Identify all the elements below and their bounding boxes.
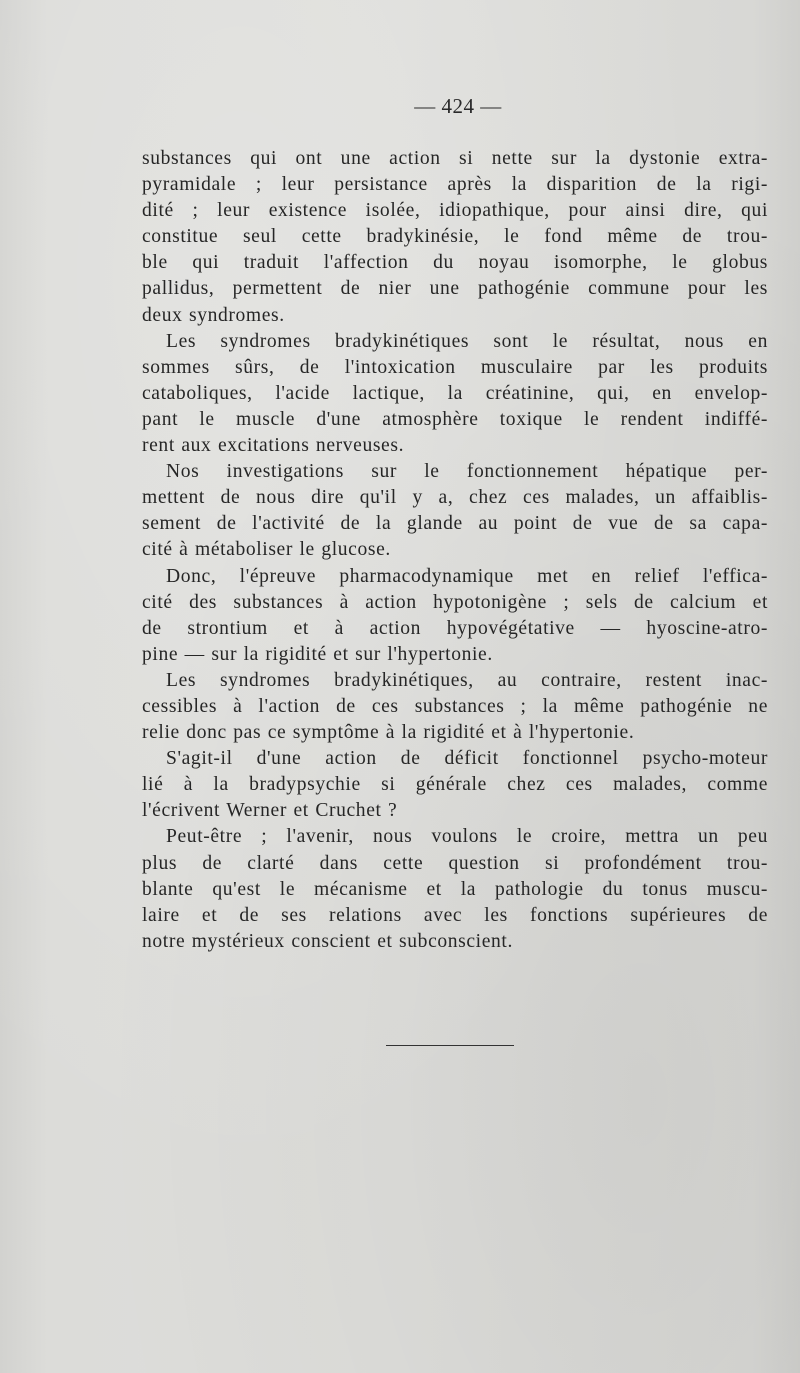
paragraph [142,564,768,668]
text-line: Les syndromes bradykinétiques, au contraire, restent inac- [166,669,768,691]
text-line: cessibles à l'action de ces substances ; la même pathogénie ne [142,695,768,717]
text-line: pant le muscle d'une atmosphère toxique le rendent indiffé- [142,408,768,430]
text-line: laire et de ses relations avec les fonctions supérieures de [142,904,768,926]
text-line: relie donc pas ce symptôme à la rigidité et à l'hypertonie. [142,722,635,744]
text-line: ble qui traduit l'affection du noyau isomorphe, le globus [142,252,768,274]
text-line: cité des substances à action hypotonigène ; sels de calcium et [142,591,768,613]
text-line: Nos investigations sur le fonctionnement hépatique per- [166,461,768,483]
paragraph [142,329,768,459]
text-line: sement de l'activité de la glande au point de vue de sa capa- [142,513,768,535]
text-line: cité à métaboliser le glucose. [142,539,391,561]
text-line: Les syndromes bradykinétiques sont le résultat, nous en [166,330,768,352]
paragraph [142,459,768,563]
text-line: Peut-être ; l'avenir, nous voulons le croire, mettra un peu [166,826,768,848]
paragraph [142,668,768,746]
text-line: sommes sûrs, de l'intoxication musculaire par les produits [142,356,768,378]
text-line: substances qui ont une action si nette sur la dystonie extra- [142,148,768,169]
text-line: notre mystérieux conscient et subconscient. [142,930,513,952]
body-text [142,146,768,955]
text-line: dité ; leur existence isolée, idiopathique, pour ainsi dire, qui [142,200,768,222]
text-line: S'agit-il d'une action de déficit fonctionnel psycho-moteur [166,748,768,770]
text-line: l'écrivent Werner et Cruchet ? [142,800,398,822]
paragraph [142,146,768,329]
text-line: Donc, l'épreuve pharmacodynamique met en relief l'effica- [166,565,768,587]
text-line: cataboliques, l'acide lactique, la créatinine, qui, en envelop- [142,382,768,404]
text-line: deux syndromes. [142,304,285,326]
text-line: rent aux excitations nerveuses. [142,435,405,457]
paragraph [142,824,768,954]
text-line: constitue seul cette bradykinésie, le fond même de trou- [142,226,768,248]
paragraph [142,746,768,824]
text-line: lié à la bradypsychie si générale chez ces malades, comme [142,774,768,796]
end-rule [386,1045,514,1046]
text-line: pyramidale ; leur persistance après la disparition de la rigi- [142,174,768,196]
text-line: pallidus, permettent de nier une pathogénie commune pour les [142,278,768,300]
page-number: — 424 — [414,94,502,118]
text-line: mettent de nous dire qu'il y a, chez ces malades, un affaiblis- [142,487,768,509]
text-line: pine — sur la rigidité et sur l'hypertonie. [142,643,493,665]
text-line: blante qu'est le mécanisme et la pathologie du tonus muscu- [142,878,768,900]
text-line: de strontium et à action hypovégétative — hyoscine-atro- [142,617,768,639]
text-line: plus de clarté dans cette question si profondément trou- [142,852,768,874]
